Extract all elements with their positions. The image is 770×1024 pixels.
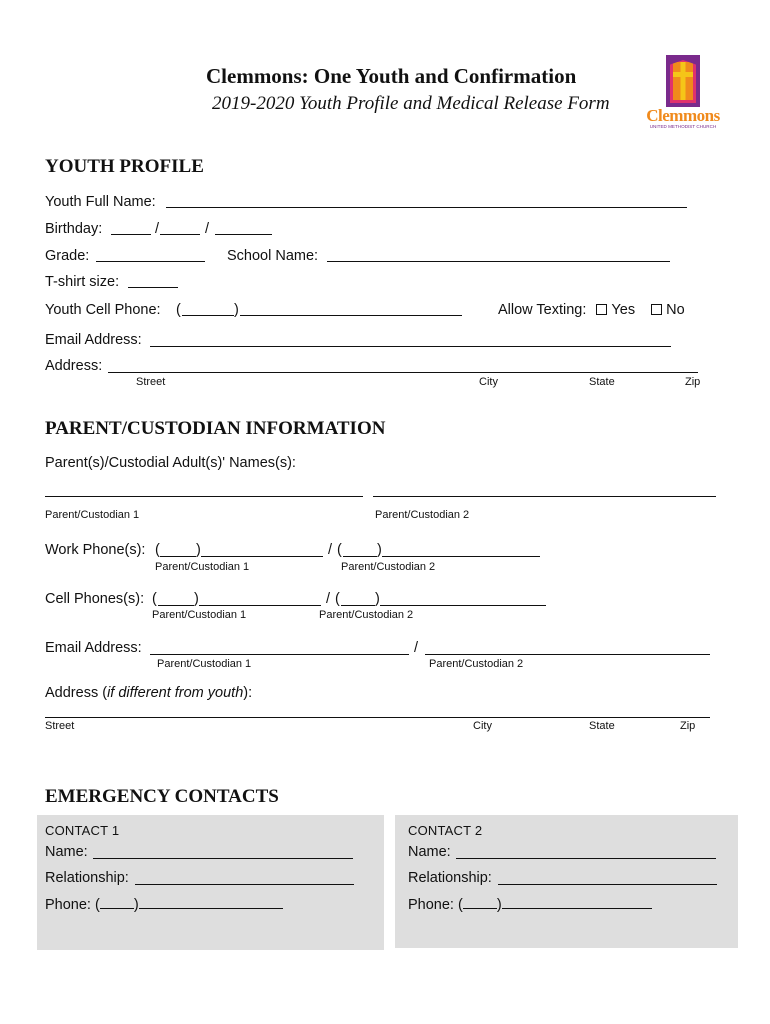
- contact-1-relationship-label: Relationship:: [45, 870, 129, 886]
- parent-address-label-end: ):: [243, 685, 253, 701]
- contact-1-name-label: Name:: [45, 844, 88, 860]
- parent-email-label: Email Address:: [45, 640, 142, 656]
- contact-1-phone-label: [45, 897, 283, 913]
- youth-profile-heading: YOUTH PROFILE: [45, 156, 204, 177]
- youth-street-caption: Street: [136, 376, 166, 388]
- contact-1-phone-text: Phone:: [45, 897, 91, 913]
- tshirt-size-label: T-shirt size:: [45, 274, 120, 290]
- cell-phone-2-paren-open: (: [335, 591, 340, 607]
- contact-1-phone-number-blank[interactable]: [139, 897, 283, 909]
- cell-phone-2-caption: Parent/Custodian 2: [319, 609, 414, 621]
- youth-cell-number-field[interactable]: [240, 315, 462, 316]
- youth-city-caption: City: [479, 376, 498, 388]
- cell-phone-2-paren-close: ): [375, 591, 380, 607]
- work-phone-2-caption: Parent/Custodian 2: [341, 561, 436, 573]
- contact-2-phone-area-blank[interactable]: [463, 897, 497, 909]
- form-subtitle: 2019-2020 Youth Profile and Medical Release Form: [212, 93, 610, 114]
- parent-2-email-field[interactable]: [425, 654, 710, 655]
- school-name-label: School Name:: [227, 248, 319, 264]
- parent-city-caption: City: [473, 720, 492, 732]
- contact-1-phone-paren-open: (: [95, 897, 100, 913]
- contact-1-name-field[interactable]: [93, 858, 353, 859]
- parent-1-name-caption: Parent/Custodian 1: [45, 509, 140, 521]
- youth-email-label: Email Address:: [45, 332, 142, 348]
- contact-2-phone-number-blank[interactable]: [502, 897, 652, 909]
- work-phone-1-caption: Parent/Custodian 1: [155, 561, 250, 573]
- logo-subtext: UNITED METHODIST CHURCH: [649, 124, 717, 129]
- birthday-day-field[interactable]: [160, 234, 200, 235]
- texting-yes-checkbox[interactable]: [596, 304, 607, 315]
- work-phone-1-paren-open: (: [155, 542, 160, 558]
- church-logo: [642, 52, 724, 132]
- allow-texting-group: [498, 302, 685, 318]
- tshirt-size-field[interactable]: [128, 287, 178, 288]
- parent-address-label-text: Address (: [45, 685, 108, 701]
- youth-address-field[interactable]: [108, 372, 698, 373]
- contact-2-name-field[interactable]: [456, 858, 716, 859]
- cell-phones-label: Cell Phones(s):: [45, 591, 145, 607]
- parent-street-caption: Street: [45, 720, 75, 732]
- parent-custodian-heading: PARENT/CUSTODIAN INFORMATION: [45, 418, 386, 439]
- contact-2-name-label: Name:: [408, 844, 451, 860]
- parent-1-email-field[interactable]: [150, 654, 409, 655]
- contact-2-phone-paren-open: (: [458, 897, 463, 913]
- parent-2-name-caption: Parent/Custodian 2: [375, 509, 470, 521]
- contact-2-box: [395, 815, 738, 948]
- birthday-separator-2: /: [205, 221, 210, 237]
- contact-1-title: CONTACT 1: [45, 823, 120, 838]
- parent-address-field[interactable]: [45, 717, 710, 718]
- cell-phone-1-field[interactable]: [199, 605, 321, 606]
- texting-no-checkbox[interactable]: [651, 304, 662, 315]
- work-phone-1-field[interactable]: [201, 556, 323, 557]
- grade-field[interactable]: [96, 261, 205, 262]
- birthday-year-field[interactable]: [215, 234, 272, 235]
- youth-full-name-label: Youth Full Name:: [45, 194, 156, 210]
- work-phone-2-paren-close: ): [377, 542, 382, 558]
- contact-1-relationship-field[interactable]: [135, 884, 354, 885]
- texting-yes-label: Yes: [611, 302, 636, 318]
- youth-cell-area-code-field[interactable]: [182, 315, 234, 316]
- contact-1-phone-area-blank[interactable]: [100, 897, 134, 909]
- contact-1-phone-paren-close: ): [133, 897, 139, 913]
- cell-phone-2-area-code-field[interactable]: [341, 605, 375, 606]
- cell-phone-1-caption: Parent/Custodian 1: [152, 609, 247, 621]
- school-name-field[interactable]: [327, 261, 670, 262]
- contact-2-phone-text: Phone:: [408, 897, 454, 913]
- contact-2-title: CONTACT 2: [408, 823, 483, 838]
- work-phone-2-field[interactable]: [382, 556, 540, 557]
- work-phone-separator: /: [328, 542, 333, 558]
- parent-names-label: Parent(s)/Custodial Adult(s)' Names(s):: [45, 455, 296, 471]
- work-phone-label: Work Phone(s):: [45, 542, 146, 558]
- youth-zip-caption: Zip: [685, 376, 701, 388]
- parent-state-caption: State: [589, 720, 615, 732]
- work-phone-2-area-code-field[interactable]: [343, 556, 377, 557]
- cell-phone-1-paren-open: (: [152, 591, 157, 607]
- allow-texting-label: Allow Texting:: [498, 302, 587, 318]
- parent-email-separator: /: [414, 640, 419, 656]
- form-title: Clemmons: One Youth and Confirmation: [206, 64, 577, 88]
- birthday-month-field[interactable]: [111, 234, 151, 235]
- birthday-separator-1: /: [155, 221, 160, 237]
- youth-state-caption: State: [589, 376, 615, 388]
- youth-cell-phone-label: Youth Cell Phone:: [45, 302, 161, 318]
- parent-1-name-field[interactable]: [45, 496, 363, 497]
- contact-1-box: [37, 815, 384, 950]
- parent-zip-caption: Zip: [680, 720, 696, 732]
- cell-phone-2-field[interactable]: [380, 605, 546, 606]
- parent-2-email-caption: Parent/Custodian 2: [429, 658, 524, 670]
- cell-phone-1-area-code-field[interactable]: [158, 605, 194, 606]
- work-phone-2-paren-open: (: [337, 542, 342, 558]
- youth-full-name-field[interactable]: [166, 207, 687, 208]
- cell-phone-separator: /: [326, 591, 331, 607]
- contact-2-relationship-label: Relationship:: [408, 870, 492, 886]
- contact-2-relationship-field[interactable]: [498, 884, 717, 885]
- youth-address-label: Address:: [45, 358, 103, 374]
- logo-text: Clemmons: [646, 106, 720, 125]
- cell-phone-1-paren-close: ): [194, 591, 199, 607]
- grade-label: Grade:: [45, 248, 90, 264]
- youth-cell-paren-close: ): [234, 302, 239, 318]
- parent-1-email-caption: Parent/Custodian 1: [157, 658, 252, 670]
- parent-address-label-italic: if different from youth: [107, 685, 244, 701]
- parent-2-name-field[interactable]: [373, 496, 716, 497]
- texting-no-label: No: [666, 302, 685, 318]
- birthday-label: Birthday:: [45, 221, 103, 237]
- contact-2-phone-label: [408, 897, 652, 913]
- parent-address-label: [45, 685, 252, 701]
- work-phone-1-area-code-field[interactable]: [160, 556, 196, 557]
- youth-cell-paren-open: (: [176, 302, 181, 318]
- work-phone-1-paren-close: ): [196, 542, 201, 558]
- cross-logo-icon: [642, 52, 724, 110]
- emergency-contacts-heading: EMERGENCY CONTACTS: [45, 786, 279, 807]
- youth-email-field[interactable]: [150, 346, 671, 347]
- contact-2-phone-paren-close: ): [496, 897, 502, 913]
